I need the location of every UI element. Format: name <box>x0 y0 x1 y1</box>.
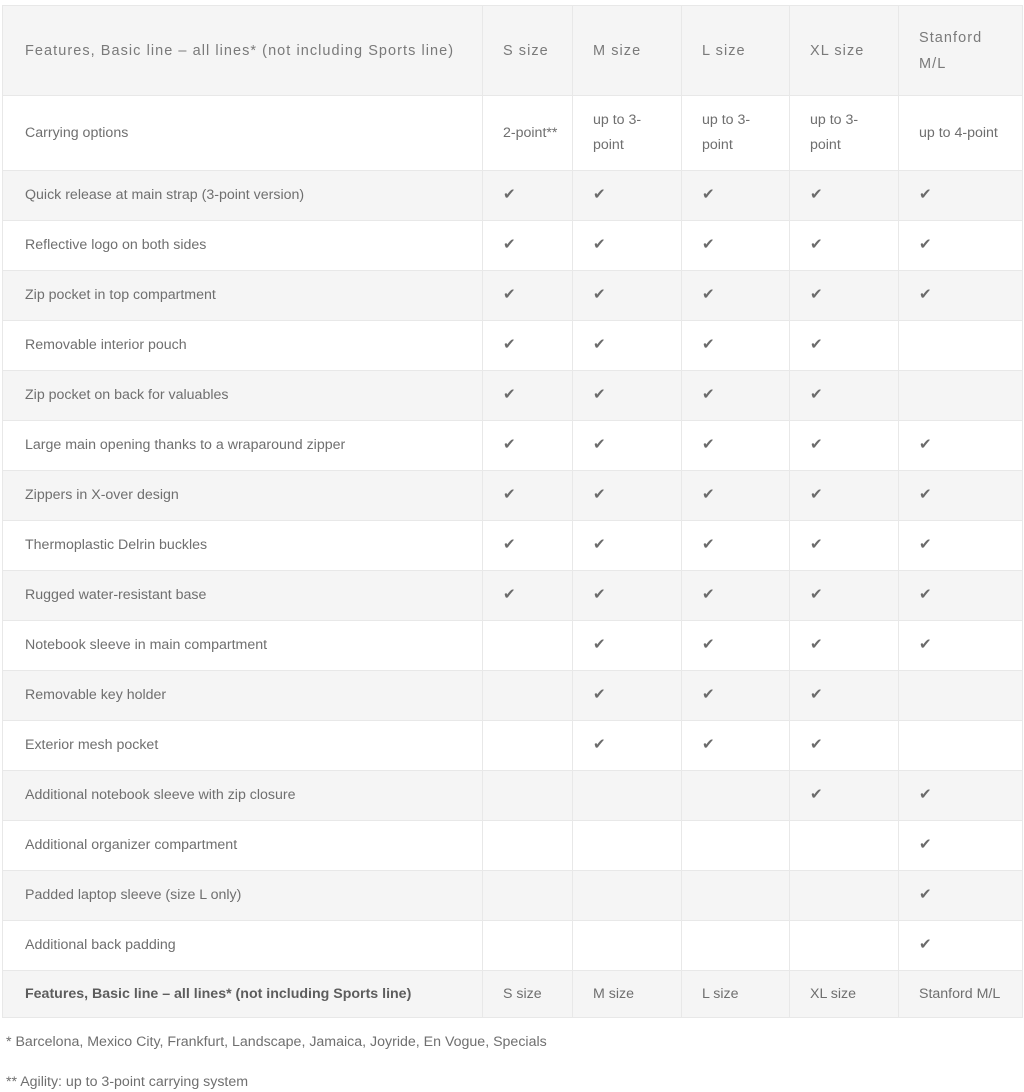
check-icon: ✔ <box>919 235 932 253</box>
table-row <box>3 621 1023 671</box>
cell-xl-size-check <box>790 371 899 421</box>
cell-m-size-check <box>573 371 682 421</box>
check-icon: ✔ <box>593 435 606 453</box>
check-icon: ✔ <box>593 485 606 503</box>
row-label: Additional organizer compartment <box>3 821 483 871</box>
footer-col-l-size: L size <box>682 971 790 1018</box>
check-icon: ✔ <box>919 435 932 453</box>
table-row <box>3 96 1023 171</box>
footnote-single-asterisk: * Barcelona, Mexico City, Frankfurt, Landscape, Jamaica, Joyride, En Vogue, Specials <box>6 1034 547 1050</box>
check-icon: ✔ <box>702 635 715 653</box>
table-row <box>3 821 1023 871</box>
cell-l-size-check <box>682 621 790 671</box>
row-label: Additional notebook sleeve with zip closure <box>3 771 483 821</box>
cell-xl-size-check <box>790 171 899 221</box>
check-icon: ✔ <box>702 385 715 403</box>
cell-m-size-check <box>573 221 682 271</box>
footer-col-stanford-ml: Stanford M/L <box>899 971 1023 1018</box>
check-icon: ✔ <box>919 585 932 603</box>
cell-stanford-ml-check <box>899 871 1023 921</box>
check-icon: ✔ <box>702 485 715 503</box>
cell-xl-size-check <box>790 671 899 721</box>
cell-m-size-check <box>573 421 682 471</box>
check-icon: ✔ <box>702 435 715 453</box>
cell-m-size-check <box>573 571 682 621</box>
cell-l-size-check <box>682 671 790 721</box>
check-icon: ✔ <box>503 485 516 503</box>
row-label: Carrying options <box>3 96 483 171</box>
check-icon: ✔ <box>593 735 606 753</box>
cell-m-size-check <box>573 721 682 771</box>
check-icon: ✔ <box>503 585 516 603</box>
check-icon: ✔ <box>919 885 932 903</box>
row-label: Zippers in X-over design <box>3 471 483 521</box>
check-icon: ✔ <box>919 485 932 503</box>
table-row <box>3 221 1023 271</box>
table-row <box>3 571 1023 621</box>
check-icon: ✔ <box>503 235 516 253</box>
cell-m-size-empty <box>573 771 682 821</box>
table-row <box>3 371 1023 421</box>
check-icon: ✔ <box>702 185 715 203</box>
row-label: Notebook sleeve in main compartment <box>3 621 483 671</box>
check-icon: ✔ <box>810 785 823 803</box>
cell-stanford-ml-check <box>899 921 1023 971</box>
check-icon: ✔ <box>503 185 516 203</box>
header-col-s-size: S size <box>483 6 573 96</box>
cell-l-size-empty <box>682 771 790 821</box>
cell-m-size-check <box>573 621 682 671</box>
cell-xl-size-empty <box>790 821 899 871</box>
check-icon: ✔ <box>919 285 932 303</box>
cell-m-size: up to 3-point <box>573 96 682 171</box>
cell-l-size-empty <box>682 871 790 921</box>
cell-l-size-check <box>682 221 790 271</box>
header-row <box>3 6 1023 96</box>
cell-s-size-check <box>483 171 573 221</box>
cell-s-size-check <box>483 271 573 321</box>
footer-feature-column: Features, Basic line – all lines* (not including Sports line) <box>3 971 483 1018</box>
header-col-l-size: L size <box>682 6 790 96</box>
cell-m-size-check <box>573 471 682 521</box>
table-header <box>3 6 1023 96</box>
check-icon: ✔ <box>810 285 823 303</box>
table-row <box>3 671 1023 721</box>
cell-xl-size-empty <box>790 871 899 921</box>
cell-m-size-empty <box>573 871 682 921</box>
cell-stanford-ml-check <box>899 771 1023 821</box>
cell-s-size-empty <box>483 921 573 971</box>
header-col-stanford-ml: Stanford M/L <box>899 6 1023 96</box>
cell-stanford-ml-check <box>899 471 1023 521</box>
cell-stanford-ml: up to 4-point <box>899 96 1023 171</box>
check-icon: ✔ <box>810 735 823 753</box>
cell-s-size-check <box>483 421 573 471</box>
check-icon: ✔ <box>702 735 715 753</box>
cell-xl-size: up to 3-point <box>790 96 899 171</box>
cell-m-size-empty <box>573 821 682 871</box>
check-icon: ✔ <box>810 685 823 703</box>
cell-l-size-empty <box>682 921 790 971</box>
cell-s-size-empty <box>483 671 573 721</box>
cell-xl-size-check <box>790 471 899 521</box>
footer-col-m-size: M size <box>573 971 682 1018</box>
cell-s-size-check <box>483 221 573 271</box>
cell-m-size-empty <box>573 921 682 971</box>
check-icon: ✔ <box>702 335 715 353</box>
row-label: Exterior mesh pocket <box>3 721 483 771</box>
check-icon: ✔ <box>593 385 606 403</box>
cell-xl-size-empty <box>790 921 899 971</box>
row-label: Removable key holder <box>3 671 483 721</box>
footer-col-xl-size: XL size <box>790 971 899 1018</box>
row-label: Padded laptop sleeve (size L only) <box>3 871 483 921</box>
check-icon: ✔ <box>593 585 606 603</box>
header-col-m-size: M size <box>573 6 682 96</box>
cell-m-size-check <box>573 171 682 221</box>
check-icon: ✔ <box>503 385 516 403</box>
cell-l-size-check <box>682 721 790 771</box>
cell-s-size-check <box>483 571 573 621</box>
cell-stanford-ml-check <box>899 621 1023 671</box>
cell-s-size-check <box>483 321 573 371</box>
check-icon: ✔ <box>593 335 606 353</box>
check-icon: ✔ <box>503 285 516 303</box>
check-icon: ✔ <box>593 535 606 553</box>
row-label: Additional back padding <box>3 921 483 971</box>
cell-xl-size-check <box>790 271 899 321</box>
check-icon: ✔ <box>919 835 932 853</box>
cell-s-size-check <box>483 521 573 571</box>
cell-s-size-empty <box>483 721 573 771</box>
table-row <box>3 871 1023 921</box>
cell-l-size-check <box>682 321 790 371</box>
cell-stanford-ml-check <box>899 221 1023 271</box>
cell-stanford-ml-check <box>899 421 1023 471</box>
cell-l-size: up to 3-point <box>682 96 790 171</box>
table-footer <box>3 971 1023 1018</box>
cell-m-size-check <box>573 321 682 371</box>
check-icon: ✔ <box>593 685 606 703</box>
header-feature-column: Features, Basic line – all lines* (not including Sports line) <box>3 6 483 96</box>
footnotes-block <box>2 1032 1022 1092</box>
cell-l-size-check <box>682 421 790 471</box>
check-icon: ✔ <box>503 535 516 553</box>
cell-stanford-ml-empty <box>899 321 1023 371</box>
row-label: Rugged water-resistant base <box>3 571 483 621</box>
table-row <box>3 421 1023 471</box>
check-icon: ✔ <box>810 535 823 553</box>
footnote-double-asterisk: ** Agility: up to 3-point carrying system <box>6 1074 249 1090</box>
cell-stanford-ml-empty <box>899 671 1023 721</box>
cell-xl-size-check <box>790 221 899 271</box>
check-icon: ✔ <box>593 635 606 653</box>
table-body <box>3 96 1023 971</box>
row-label: Zip pocket in top compartment <box>3 271 483 321</box>
footer-row <box>3 971 1023 1018</box>
cell-s-size-empty <box>483 771 573 821</box>
cell-m-size-check <box>573 521 682 571</box>
cell-s-size-check <box>483 471 573 521</box>
cell-xl-size-check <box>790 521 899 571</box>
row-label: Quick release at main strap (3-point version) <box>3 171 483 221</box>
cell-stanford-ml-empty <box>899 721 1023 771</box>
table-row <box>3 721 1023 771</box>
check-icon: ✔ <box>810 435 823 453</box>
check-icon: ✔ <box>919 785 932 803</box>
cell-l-size-check <box>682 571 790 621</box>
table-row <box>3 771 1023 821</box>
cell-l-size-check <box>682 171 790 221</box>
table-row <box>3 921 1023 971</box>
cell-stanford-ml-check <box>899 271 1023 321</box>
check-icon: ✔ <box>810 335 823 353</box>
check-icon: ✔ <box>810 235 823 253</box>
check-icon: ✔ <box>919 535 932 553</box>
cell-s-size-check <box>483 371 573 421</box>
table-row <box>3 471 1023 521</box>
header-col-xl-size: XL size <box>790 6 899 96</box>
cell-xl-size-check <box>790 321 899 371</box>
check-icon: ✔ <box>919 935 932 953</box>
check-icon: ✔ <box>702 535 715 553</box>
cell-s-size-empty <box>483 871 573 921</box>
cell-stanford-ml-empty <box>899 371 1023 421</box>
check-icon: ✔ <box>810 635 823 653</box>
features-comparison-table <box>2 5 1023 1018</box>
cell-s-size: 2-point** <box>483 96 573 171</box>
check-icon: ✔ <box>593 185 606 203</box>
check-icon: ✔ <box>702 685 715 703</box>
check-icon: ✔ <box>919 635 932 653</box>
row-label: Zip pocket on back for valuables <box>3 371 483 421</box>
table-row <box>3 521 1023 571</box>
table-row <box>3 321 1023 371</box>
cell-stanford-ml-check <box>899 571 1023 621</box>
check-icon: ✔ <box>702 585 715 603</box>
footer-col-s-size: S size <box>483 971 573 1018</box>
check-icon: ✔ <box>702 235 715 253</box>
cell-s-size-empty <box>483 821 573 871</box>
check-icon: ✔ <box>593 285 606 303</box>
check-icon: ✔ <box>810 185 823 203</box>
check-icon: ✔ <box>919 185 932 203</box>
cell-l-size-check <box>682 471 790 521</box>
cell-l-size-check <box>682 521 790 571</box>
cell-xl-size-check <box>790 771 899 821</box>
cell-l-size-check <box>682 371 790 421</box>
table-row <box>3 271 1023 321</box>
check-icon: ✔ <box>810 385 823 403</box>
cell-xl-size-check <box>790 571 899 621</box>
cell-xl-size-check <box>790 621 899 671</box>
cell-xl-size-check <box>790 421 899 471</box>
cell-m-size-check <box>573 671 682 721</box>
cell-stanford-ml-check <box>899 171 1023 221</box>
cell-xl-size-check <box>790 721 899 771</box>
cell-l-size-check <box>682 271 790 321</box>
check-icon: ✔ <box>810 585 823 603</box>
check-icon: ✔ <box>503 435 516 453</box>
row-label: Reflective logo on both sides <box>3 221 483 271</box>
check-icon: ✔ <box>503 335 516 353</box>
check-icon: ✔ <box>702 285 715 303</box>
cell-stanford-ml-check <box>899 821 1023 871</box>
check-icon: ✔ <box>593 235 606 253</box>
cell-m-size-check <box>573 271 682 321</box>
cell-s-size-empty <box>483 621 573 671</box>
cell-stanford-ml-check <box>899 521 1023 571</box>
row-label: Thermoplastic Delrin buckles <box>3 521 483 571</box>
row-label: Large main opening thanks to a wraparound zipper <box>3 421 483 471</box>
table-row <box>3 171 1023 221</box>
check-icon: ✔ <box>810 485 823 503</box>
row-label: Removable interior pouch <box>3 321 483 371</box>
cell-l-size-empty <box>682 821 790 871</box>
